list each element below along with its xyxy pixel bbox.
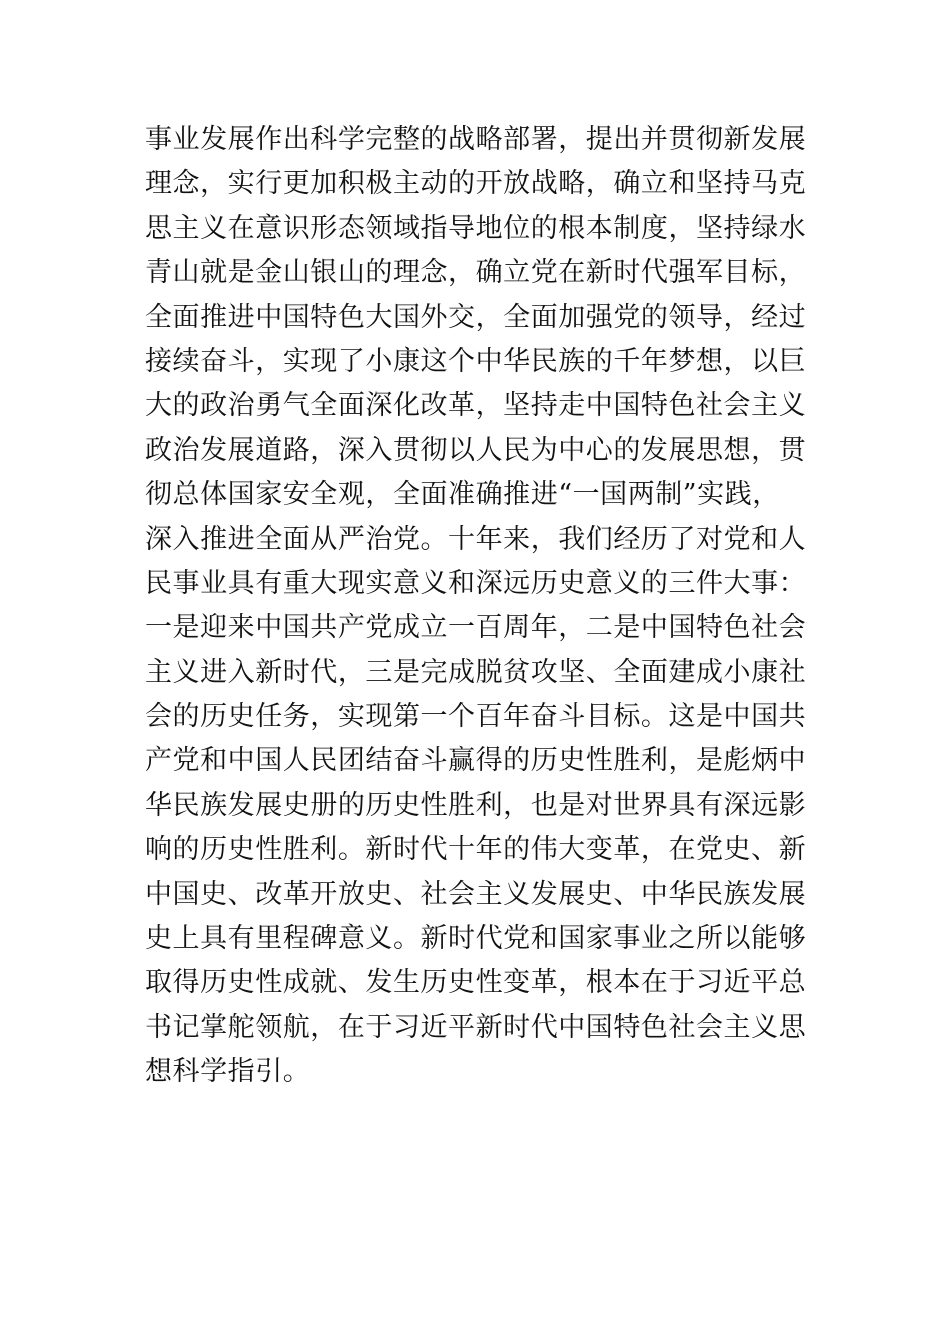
text-line: 理念，实行更加积极主动的开放战略，确立和坚持马克 — [145, 168, 807, 200]
document-body-text — [145, 118, 810, 1095]
text-line: 书记掌舵领航，在于习近平新时代中国特色社会主义思 — [145, 1011, 807, 1043]
text-line: 全面推进中国特色大国外交，全面加强党的领导，经过 — [145, 301, 807, 333]
text-line: 深入推进全面从严治党。十年来，我们经历了对党和人 — [145, 523, 807, 555]
text-line: 想科学指引。 — [145, 1056, 311, 1088]
text-line: 大的政治勇气全面深化改革，坚持走中国特色社会主义 — [145, 390, 807, 422]
text-line: 会的历史任务，实现第一个百年奋斗目标。这是中国共 — [145, 701, 807, 733]
text-line: 事业发展作出科学完整的战略部署，提出并贯彻新发展 — [145, 124, 807, 155]
text-line: 取得历史性成就、发生历史性变革，根本在于习近平总 — [145, 967, 807, 999]
text-line: 接续奋斗，实现了小康这个中华民族的千年梦想，以巨 — [145, 345, 807, 377]
text-line: 响的历史性胜利。新时代十年的伟大变革，在党史、新 — [145, 834, 807, 866]
text-line: 中国史、改革开放史、社会主义发展史、中华民族发展 — [145, 878, 807, 910]
text-line: 彻总体国家安全观，全面准确推进“一国两制”实践， — [145, 479, 780, 511]
text-line: 思主义在意识形态领域指导地位的根本制度，坚持绿水 — [145, 212, 807, 244]
text-line: 主义进入新时代，三是完成脱贫攻坚、全面建成小康社 — [145, 656, 807, 688]
text-line: 青山就是金山银山的理念，确立党在新时代强军目标， — [145, 257, 807, 289]
text-line: 产党和中国人民团结奋斗赢得的历史性胜利，是彪炳中 — [145, 745, 807, 777]
text-line: 政治发展道路，深入贯彻以人民为中心的发展思想，贯 — [145, 434, 807, 466]
text-line: 史上具有里程碑意义。新时代党和国家事业之所以能够 — [145, 923, 807, 955]
text-line: 民事业具有重大现实意义和深远历史意义的三件大事： — [145, 567, 807, 599]
text-line: 一是迎来中国共产党成立一百周年，二是中国特色社会 — [145, 612, 807, 644]
text-line: 华民族发展史册的历史性胜利，也是对世界具有深远影 — [145, 789, 807, 821]
